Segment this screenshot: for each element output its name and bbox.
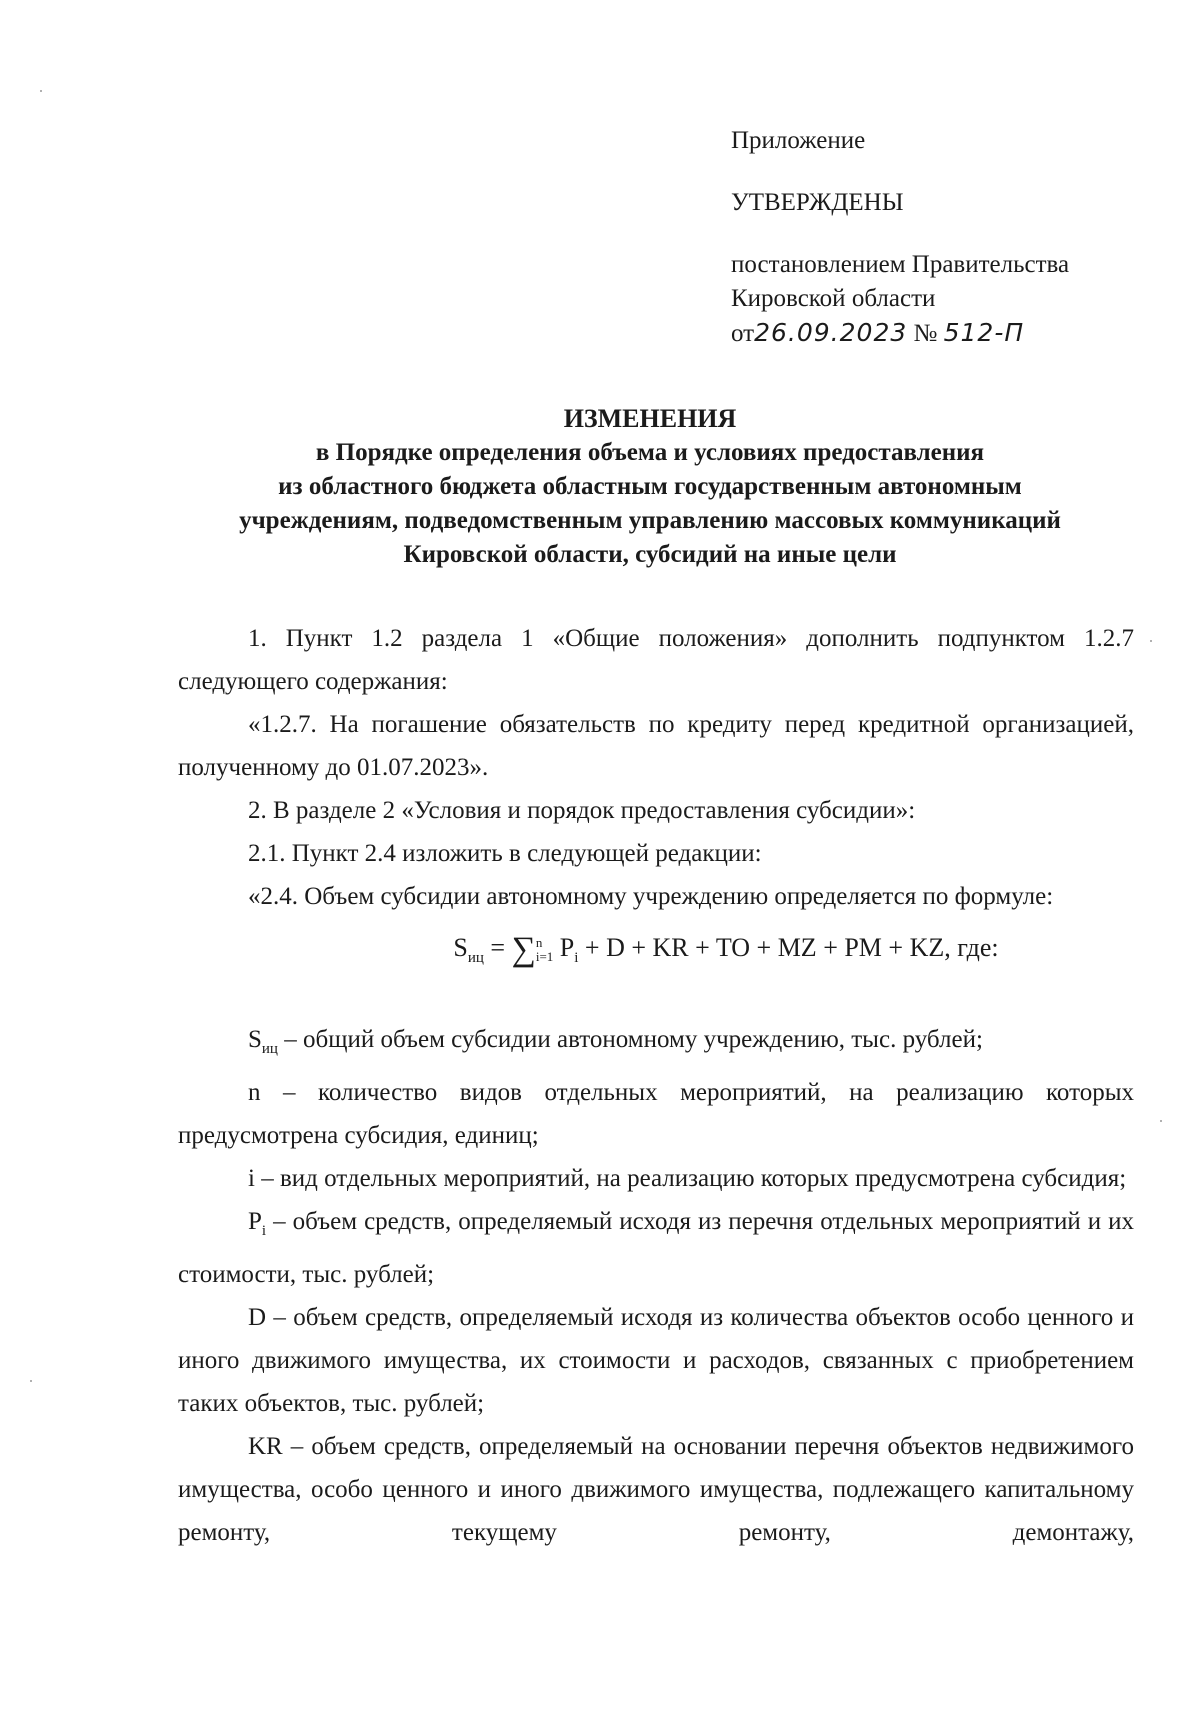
document-title bbox=[150, 402, 1150, 572]
def-p-text: – объем средств, определяемый исходя из перечня отдельных мероприятий и их стоимости, тыс. рублей; bbox=[178, 1208, 1134, 1288]
handwritten-date: 26.09.2023 bbox=[754, 318, 908, 347]
def-s-symbol: S bbox=[248, 1026, 262, 1053]
sum-lower: i=1 bbox=[535, 949, 554, 965]
sum-sign: ∑ bbox=[511, 931, 536, 968]
decree-line-2: Кировской области bbox=[731, 285, 936, 312]
item-2-1: 2.1. Пункт 2.4 изложить в следующей редакции: bbox=[248, 840, 762, 867]
scan-speck bbox=[1150, 640, 1152, 642]
decree-date-number bbox=[731, 316, 1069, 351]
subsidy-formula bbox=[178, 918, 1134, 988]
formula-p: P bbox=[559, 933, 575, 962]
approval-block bbox=[731, 124, 1069, 351]
scan-speck bbox=[1160, 1120, 1162, 1122]
definition-n: n – количество видов отдельных мероприятий, на реализацию которых предусмотрена субсидия, единиц; bbox=[178, 1079, 1134, 1149]
formula-p-sub: i bbox=[574, 950, 579, 966]
item-2-4: «2.4. Объем субсидии автономному учреждению определяется по формуле: bbox=[248, 883, 1054, 910]
title-line-1: в Порядке определения объема и условиях предоставления bbox=[315, 439, 985, 466]
definition-d: D – объем средств, определяемый исходя из количества объектов особо ценного и иного движимого имущества, их стоимости и расходов, связанных с приобретением таких объектов, тыс. рублей; bbox=[178, 1304, 1134, 1417]
def-s-text: – общий объем субсидии автономному учреждению, тыс. рублей; bbox=[277, 1026, 983, 1053]
formula-lhs: S bbox=[453, 933, 468, 962]
formula-spacer bbox=[178, 988, 1134, 1018]
title-line-3: учреждениям, подведомственным управлению массовых коммуникаций bbox=[239, 507, 1061, 534]
handwritten-number: 512-П bbox=[943, 318, 1025, 347]
definition-p bbox=[178, 1200, 1134, 1296]
number-prefix: № bbox=[913, 320, 938, 347]
formula-eq: = bbox=[490, 933, 506, 962]
document-body bbox=[178, 617, 1134, 1554]
appendix-label: Приложение bbox=[731, 127, 866, 154]
approved-label: УТВЕРЖДЕНЫ bbox=[731, 189, 904, 216]
definition-s bbox=[178, 1018, 1134, 1071]
sum-limits bbox=[536, 936, 553, 964]
scan-speck bbox=[40, 90, 42, 92]
sum-upper: n bbox=[535, 935, 543, 951]
def-p-symbol: P bbox=[248, 1208, 262, 1235]
formula-lhs-sub: иц bbox=[467, 950, 484, 966]
item-2: 2. В разделе 2 «Условия и порядок предоставления субсидии»: bbox=[248, 797, 916, 824]
definition-i: i – вид отдельных мероприятий, на реализацию которых предусмотрена субсидия; bbox=[248, 1165, 1127, 1192]
date-prefix: от bbox=[731, 320, 755, 347]
title-line-4: Кировской области, субсидий на иные цели bbox=[403, 541, 897, 568]
title-heading: ИЗМЕНЕНИЯ bbox=[563, 404, 737, 433]
decree-line-1: постановлением Правительства bbox=[731, 251, 1070, 278]
definition-kr: KR – объем средств, определяемый на основании перечня объектов недвижимого имущества, особо ценного и иного движимого имущества, подлежащего капитальному ремонту, текущему ремонту, демонтажу, bbox=[178, 1433, 1134, 1546]
title-line-2: из областного бюджета областным государственным автономным bbox=[278, 473, 1022, 500]
def-p-sub: i bbox=[261, 1223, 267, 1239]
formula-rest: + D + KR + TO + MZ + PM + KZ, где: bbox=[584, 933, 999, 962]
def-s-sub: иц bbox=[261, 1041, 278, 1057]
item-1-quote: «1.2.7. На погашение обязательств по кредиту перед кредитной организацией, полученному до 01.07.2023». bbox=[178, 711, 1134, 781]
item-1: 1. Пункт 1.2 раздела 1 «Общие положения» дополнить подпунктом 1.2.7 следующего содержания: bbox=[178, 625, 1134, 695]
scan-speck bbox=[30, 1380, 32, 1382]
